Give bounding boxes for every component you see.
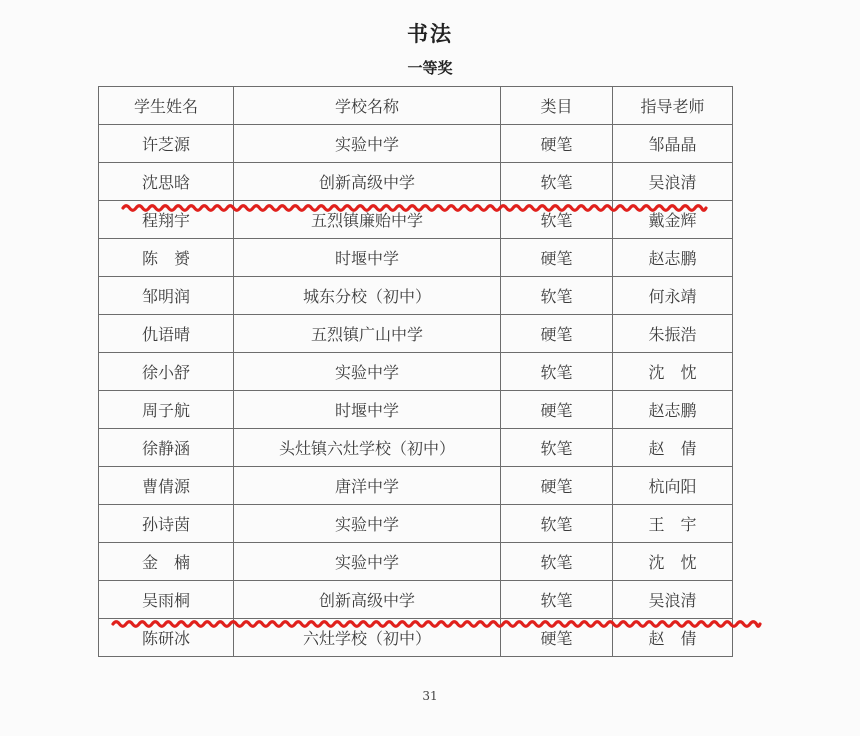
student-name-cell: 陈研冰 (99, 619, 234, 657)
school-name-cell: 唐洋中学 (234, 467, 501, 505)
category-cell: 软笔 (501, 581, 613, 619)
school-name-cell: 创新高级中学 (234, 581, 501, 619)
school-name-cell: 实验中学 (234, 543, 501, 581)
category-cell: 软笔 (501, 505, 613, 543)
category-cell: 硬笔 (501, 239, 613, 277)
instructor-cell: 邹晶晶 (613, 125, 733, 163)
table-row (99, 163, 733, 201)
header-school-name: 学校名称 (234, 87, 501, 125)
instructor-cell: 杭向阳 (613, 467, 733, 505)
student-name-cell: 吴雨桐 (99, 581, 234, 619)
table-header-row (99, 87, 733, 125)
instructor-cell: 王 宇 (613, 505, 733, 543)
table-row (99, 429, 733, 467)
school-name-cell: 头灶镇六灶学校（初中） (234, 429, 501, 467)
instructor-cell: 赵 倩 (613, 429, 733, 467)
instructor-cell: 赵志鹏 (613, 239, 733, 277)
header-instructor: 指导老师 (613, 87, 733, 125)
student-name-cell: 仇语晴 (99, 315, 234, 353)
table-row (99, 239, 733, 277)
instructor-cell: 戴金辉 (613, 201, 733, 239)
instructor-cell: 沈 忱 (613, 353, 733, 391)
student-name-cell: 许芝源 (99, 125, 234, 163)
school-name-cell: 六灶学校（初中） (234, 619, 501, 657)
category-cell: 硬笔 (501, 125, 613, 163)
category-cell: 硬笔 (501, 467, 613, 505)
school-name-cell: 五烈镇廉贻中学 (234, 201, 501, 239)
school-name-cell: 实验中学 (234, 353, 501, 391)
instructor-cell: 赵志鹏 (613, 391, 733, 429)
school-name-cell: 城东分校（初中） (234, 277, 501, 315)
table-row (99, 277, 733, 315)
category-cell: 软笔 (501, 353, 613, 391)
instructor-cell: 朱振浩 (613, 315, 733, 353)
table-row (99, 467, 733, 505)
category-cell: 软笔 (501, 277, 613, 315)
page-number: 31 (422, 689, 438, 703)
award-table (98, 86, 733, 657)
award-level-heading: 一等奖 (407, 59, 453, 77)
table-row (99, 581, 733, 619)
instructor-cell: 沈 忱 (613, 543, 733, 581)
school-name-cell: 创新高级中学 (234, 163, 501, 201)
table-row (99, 201, 733, 239)
student-name-cell: 徐静涵 (99, 429, 234, 467)
student-name-cell: 陈 赟 (99, 239, 234, 277)
student-name-cell: 程翔宇 (99, 201, 234, 239)
student-name-cell: 徐小舒 (99, 353, 234, 391)
student-name-cell: 曹倩源 (99, 467, 234, 505)
category-cell: 硬笔 (501, 391, 613, 429)
category-cell: 软笔 (501, 429, 613, 467)
instructor-cell: 何永靖 (613, 277, 733, 315)
school-name-cell: 五烈镇广山中学 (234, 315, 501, 353)
school-name-cell: 时堰中学 (234, 239, 501, 277)
student-name-cell: 邹明润 (99, 277, 234, 315)
instructor-cell: 赵 倩 (613, 619, 733, 657)
table-row (99, 505, 733, 543)
instructor-cell: 吴浪清 (613, 163, 733, 201)
page-title: 书法 (407, 21, 453, 46)
school-name-cell: 实验中学 (234, 505, 501, 543)
student-name-cell: 周子航 (99, 391, 234, 429)
table-row (99, 315, 733, 353)
table-row (99, 619, 733, 657)
student-name-cell: 金 楠 (99, 543, 234, 581)
category-cell: 硬笔 (501, 315, 613, 353)
header-category: 类目 (501, 87, 613, 125)
school-name-cell: 实验中学 (234, 125, 501, 163)
student-name-cell: 孙诗茵 (99, 505, 234, 543)
table-row (99, 391, 733, 429)
instructor-cell: 吴浪清 (613, 581, 733, 619)
table-row (99, 543, 733, 581)
category-cell: 软笔 (501, 543, 613, 581)
student-name-cell: 沈思晗 (99, 163, 234, 201)
category-cell: 软笔 (501, 201, 613, 239)
school-name-cell: 时堰中学 (234, 391, 501, 429)
category-cell: 硬笔 (501, 619, 613, 657)
table-row (99, 125, 733, 163)
header-student-name: 学生姓名 (99, 87, 234, 125)
table-row (99, 353, 733, 391)
category-cell: 软笔 (501, 163, 613, 201)
